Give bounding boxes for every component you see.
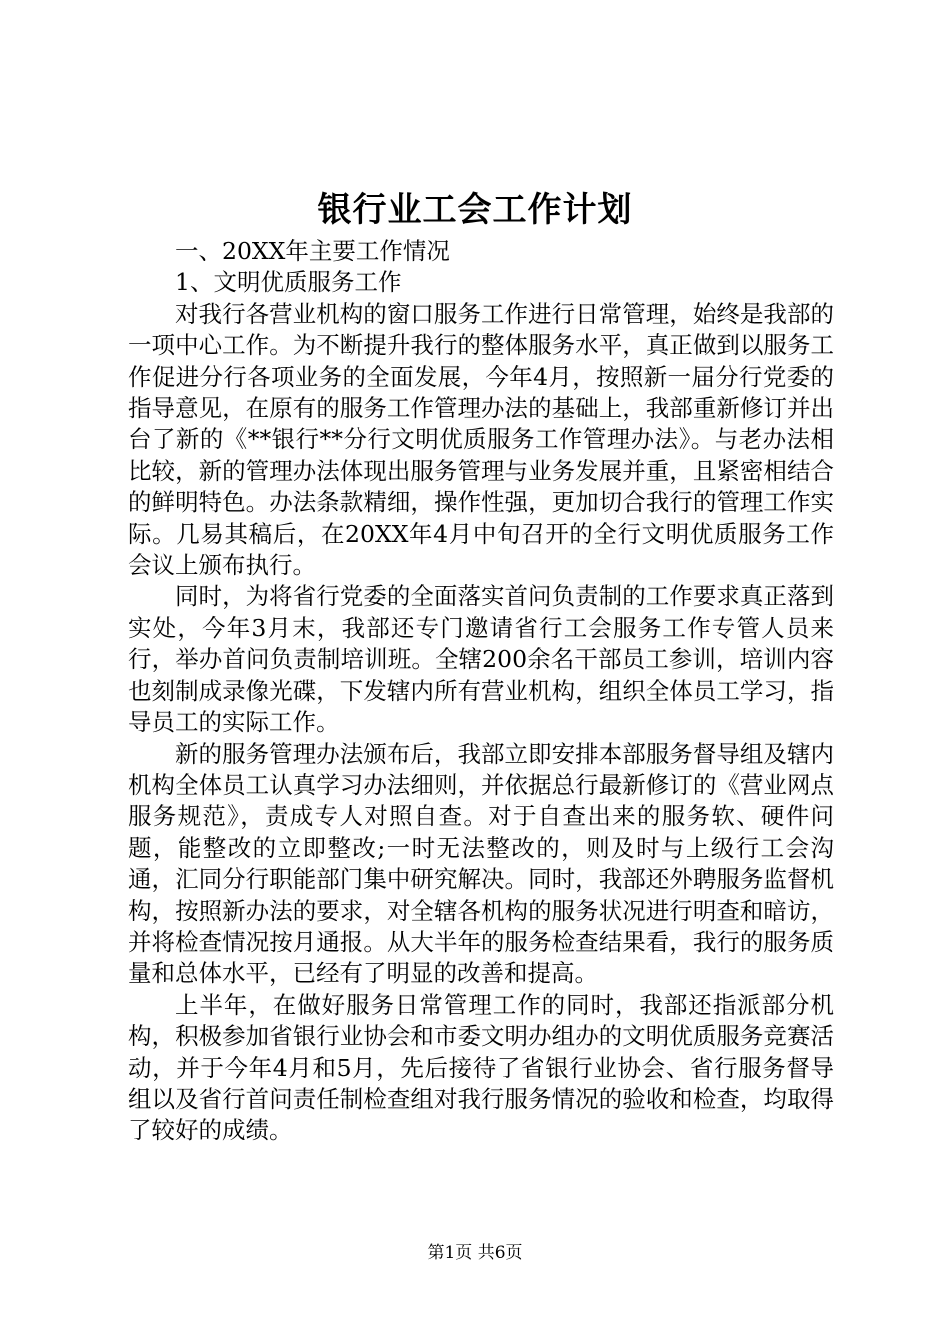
section-heading: 一、20XX年主要工作情况 <box>175 237 450 265</box>
body-paragraph: 同时，为将省行党委的全面落实首问负责制的工作要求真正落到实处，今年3月末，我部还专门邀请省行工会服务工作专管人员来行，举办首问负责制培训班。全辖200余名干部员工参训，培训内容也刻制成录像光碟，下发辖内所有营业机构，组织全体员工学习，指导员工的实际工作。 <box>128 582 834 737</box>
body-paragraph: 上半年，在做好服务日常管理工作的同时，我部还指派部分机构，积极参加省银行业协会和市委文明办组办的文明优质服务竞赛活动，并于今年4月和5月，先后接待了省银行业协会、省行服务督导组以及省行首问责任制检查组对我行服务情况的验收和检查，均取得了较好的成绩。 <box>128 990 834 1145</box>
page-number-footer: 第1页 共6页 <box>427 1243 523 1263</box>
document-body <box>128 236 834 1147</box>
document-title: 银行业工会工作计划 <box>317 190 633 230</box>
subsection-heading: 1、文明优质服务工作 <box>175 268 402 297</box>
body-paragraph: 新的服务管理办法颁布后，我部立即安排本部服务督导组及辖内机构全体员工认真学习办法细则，并依据总行最新修订的《营业网点服务规范》，责成专人对照自查。对于自查出来的服务软、硬件问题，能整改的立即整改;一时无法整改的，则及时与上级行工会沟通，汇同分行职能部门集中研究解决。同时，我部还外聘服务监督机构，按照新办法的要求，对全辖各机构的服务状况进行明查和暗访，并将检查情况按月通报。从大半年的服务检查结果看，我行的服务质量和总体水平，已经有了明显的改善和提高。 <box>128 739 834 988</box>
body-paragraph: 对我行各营业机构的窗口服务工作进行日常管理，始终是我部的一项中心工作。为不断提升我行的整体服务水平，真正做到以服务工作促进分行各项业务的全面发展，今年4月，按照新一届分行党委的指导意见，在原有的服务工作管理办法的基础上，我部重新修订并出台了新的《**银行**分行文明优质服务工作管理办法》。与老办法相比较，新的管理办法体现出服务管理与业务发展并重，且紧密相结合的鲜明特色。办法条款精细，操作性强，更加切合我行的管理工作实际。几易其稿后，在20XX年4月中旬召开的全行文明优质服务工作会议上颁布执行。 <box>128 299 834 580</box>
